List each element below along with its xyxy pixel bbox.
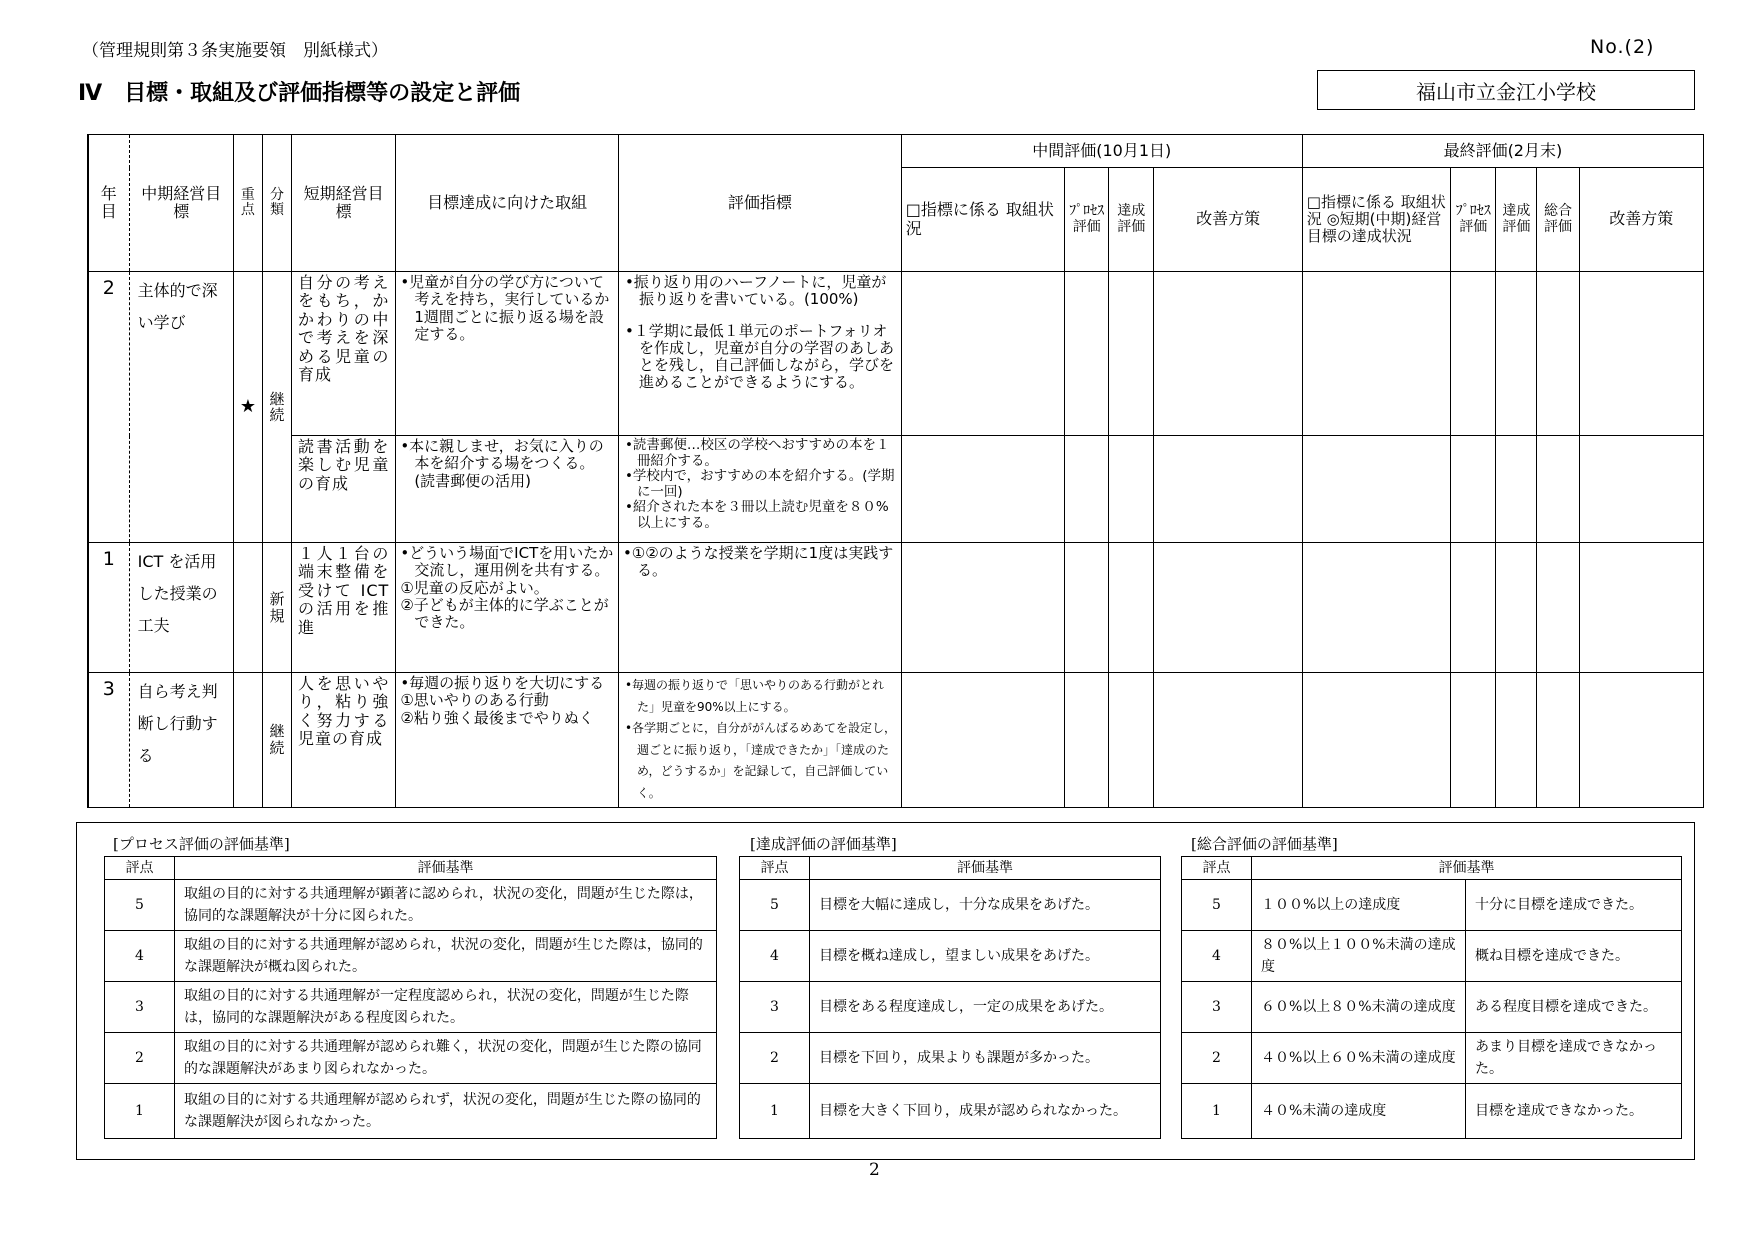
final-header: 最終評価(2月末) [1302, 135, 1703, 168]
actions-cell: •児童が自分の学び方について考えを持ち，実行しているか1週間ごとに振り返る場を設定する。 [396, 272, 619, 436]
table-row: 4 取組の目的に対する共通理解が認められ，状況の変化，問題が生じた際は，協同的な課題解決が概ね図られた。 [105, 931, 717, 982]
col-short-goal: 短期経営目標 [292, 135, 396, 272]
table-row: 4 ８０%以上１００%未満の達成度 概ね目標を達成できた。 [1182, 931, 1682, 982]
table-row [88, 436, 1704, 543]
priority-cell [233, 543, 262, 673]
short-goal-cell: 人を思いやり，粘り強く努力する児童の育成 [292, 673, 396, 808]
category-cell: 新規 [262, 543, 291, 673]
year-cell: 1 [88, 543, 129, 673]
table-row: 5 取組の目的に対する共通理解が顕著に認められ，状況の変化，問題が生じた際は，協同的な課題解決が十分に図られた。 [105, 880, 717, 931]
col-final-status: □指標に係る 取組状況 ◎短期(中期)経営 目標の達成状況 [1302, 168, 1450, 272]
category-cell: 継続 [262, 272, 291, 543]
actions-cell: •どういう場面でICTを用いたか交流し，運用例を共有する。 ①児童の反応がよい。 ②子どもが主体的に学ぶことができた。 [396, 543, 619, 673]
col-indicators: 評価指標 [618, 135, 901, 272]
mid-goal-cell: 主体的で深い学び [129, 272, 233, 543]
col-interim-achieve: 達成 評価 [1109, 168, 1154, 272]
col-criterion: 評価基準 [810, 857, 1161, 880]
col-criterion: 評価基準 [175, 857, 717, 880]
indicators-cell: •①②のような授業を学期に1度は実践する。 [618, 543, 901, 673]
col-mid-goal: 中期経営目標 [129, 135, 233, 272]
table-row: 2 目標を下回り，成果よりも課題が多かった。 [740, 1033, 1161, 1084]
col-interim-process: ﾌﾟﾛｾｽ 評価 [1065, 168, 1109, 272]
evaluation-table [87, 134, 1704, 808]
process-criteria-table [104, 856, 717, 1139]
table-row: 1 取組の目的に対する共通理解が認められず，状況の変化，問題が生じた際の協同的な課題解決が図られなかった。 [105, 1084, 717, 1139]
priority-cell [233, 673, 262, 808]
achievement-criteria-title: [達成評価の評価基準] [750, 835, 897, 853]
table-row [88, 673, 1704, 808]
year-cell: 3 [88, 673, 129, 808]
eval-cell [901, 272, 1064, 436]
short-goal-cell: 読書活動を楽しむ児童の育成 [292, 436, 396, 543]
col-criterion: 評価基準 [1252, 857, 1682, 880]
page-number: 2 [869, 1160, 880, 1180]
page-no: No.(2) [1590, 36, 1655, 58]
mid-goal-cell: ICT を活用した授業の工夫 [129, 543, 233, 673]
table-row: 2 取組の目的に対する共通理解が認められ難く，状況の変化，問題が生じた際の協同的な課題解決があまり図られなかった。 [105, 1033, 717, 1084]
category-cell: 継続 [262, 673, 291, 808]
col-actions: 目標達成に向けた取組 [396, 135, 619, 272]
table-row [88, 543, 1704, 673]
eval-cell [1302, 272, 1450, 436]
table-row: 1 目標を大きく下回り，成果が認められなかった。 [740, 1084, 1161, 1139]
table-row: 4 目標を概ね達成し，望ましい成果をあげた。 [740, 931, 1161, 982]
mid-goal-cell: 自ら考え判断し行動する [129, 673, 233, 808]
table-row [88, 272, 1704, 436]
table-row: 3 目標をある程度達成し，一定の成果をあげた。 [740, 982, 1161, 1033]
indicators-cell: •読書郵便…校区の学校へおすすめの本を１冊紹介する。 •学校内で，おすすめの本を紹介する。(学期に一回) •紹介された本を３冊以上読む児童を８０%以上にする。 [618, 436, 901, 543]
year-cell: 2 [88, 272, 129, 543]
col-final-process: ﾌﾟﾛｾｽ 評価 [1451, 168, 1496, 272]
col-interim-status: □指標に係る 取組状況 [901, 168, 1064, 272]
col-final-achieve: 達成 評価 [1496, 168, 1537, 272]
form-note: （管理規則第３条実施要領 別紙様式） [82, 41, 388, 61]
col-final-improve: 改善方策 [1579, 168, 1703, 272]
table-row: 2 ４０%以上６０%未満の達成度 あまり目標を達成できなかった。 [1182, 1033, 1682, 1084]
overall-criteria-title: [総合評価の評価基準] [1191, 835, 1338, 853]
priority-star-icon: ★ [233, 272, 262, 543]
table-row: 3 取組の目的に対する共通理解が一定程度認められ，状況の変化，問題が生じた際は，協同的な課題解決がある程度図られた。 [105, 982, 717, 1033]
table-row: 5 １００%以上の達成度 十分に目標を達成できた。 [1182, 880, 1682, 931]
col-score: 評点 [1182, 857, 1252, 880]
col-final-overall: 総合 評価 [1537, 168, 1579, 272]
table-row: 1 ４０%未満の達成度 目標を達成できなかった。 [1182, 1084, 1682, 1139]
process-criteria-title: [プロセス評価の評価基準] [113, 835, 290, 853]
indicators-cell: •振り返り用のハーフノートに，児童が振り返りを書いている。(100%) •１学期に最低１単元のポートフォリオを作成し，児童が自分の学習のあしあとを残し，自己評価しながら，学びを進めることができるようにする。 [618, 272, 901, 436]
short-goal-cell: 自分の考えをもち，かかわりの中で考えを深める児童の育成 [292, 272, 396, 436]
achievement-criteria-table [739, 856, 1161, 1139]
page-title: Ⅳ 目標・取組及び評価指標等の設定と評価 [78, 81, 521, 106]
col-category: 分類 [262, 135, 291, 272]
col-interim-improve: 改善方策 [1154, 168, 1302, 272]
col-year: 年目 [88, 135, 129, 272]
col-priority: 重点 [233, 135, 262, 272]
table-row: 5 目標を大幅に達成し，十分な成果をあげた。 [740, 880, 1161, 931]
actions-cell: •毎週の振り返りを大切にする ①思いやりのある行動 ②粘り強く最後までやりぬく [396, 673, 619, 808]
indicators-cell: •毎週の振り返りで「思いやりのある行動がとれた」児童を90%以上にする。 •各学期ごとに，自分ががんばるめあてを設定し，週ごとに振り返り，「達成できたか」「達成のため，どうするか」を記録して，自己評価していく。 [618, 673, 901, 808]
overall-criteria-table [1181, 856, 1682, 1139]
short-goal-cell: １人１台の端末整備を受けて ICT の活用を推進 [292, 543, 396, 673]
school-name: 福山市立金江小学校 [1317, 70, 1695, 110]
table-row: 3 ６０%以上８０%未満の達成度 ある程度目標を達成できた。 [1182, 982, 1682, 1033]
col-score: 評点 [740, 857, 810, 880]
interim-header: 中間評価(10月1日) [901, 135, 1302, 168]
actions-cell: •本に親しませ，お気に入りの本を紹介する場をつくる。(読書郵便の活用) [396, 436, 619, 543]
col-score: 評点 [105, 857, 175, 880]
